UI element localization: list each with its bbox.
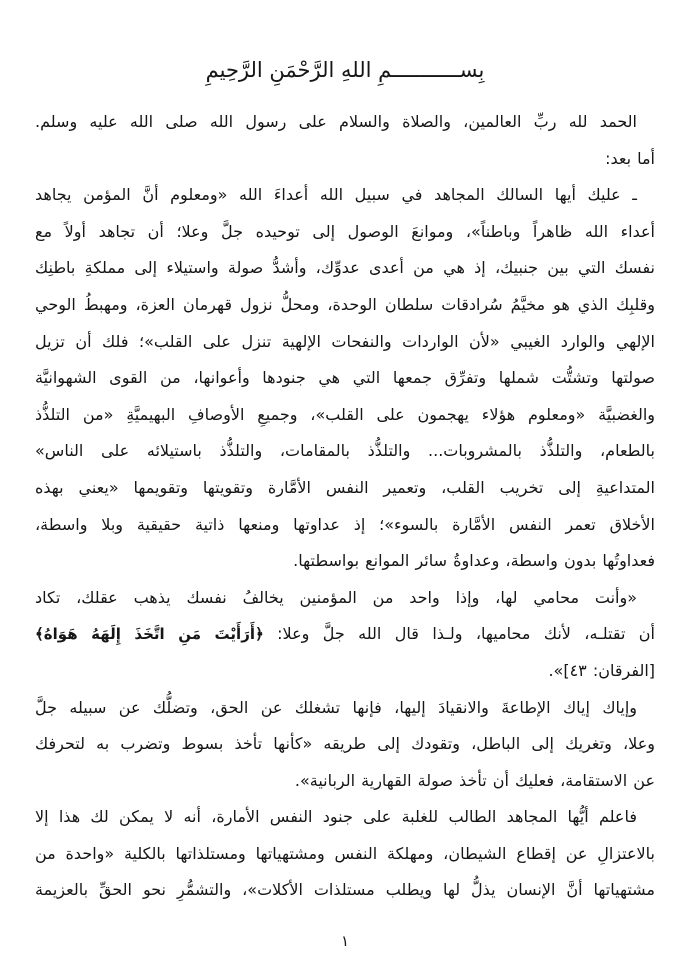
text-line: نفسك التي بين جنبيك، إذ هي من أعدى عدوِّك، وأشدُّ صولة واستيلاء إلى مملكةِ باطنِك — [35, 258, 655, 278]
page-number: ١ — [340, 932, 350, 950]
text-line: صولتها وتشتُّت شملها وتفرِّق جمعها التي هي جنودها وأعوانها، من القوى الشهوانيَّة — [35, 368, 655, 388]
text-line: أعداء الله ظاهراً وباطناً»، وموانعَ الوصول إلى توحيده جلَّ وعلا؛ أن تجاهد أولاً مع — [35, 221, 655, 241]
quran-verse: ﴿أَرَأَيْتَ مَنِ اتَّخَذَ إِلَهَهُ هَوَاهُ﴾ — [35, 625, 264, 644]
text-line: بالاعتزالِ عن إقطاع الشيطان، ومهلكة النفس ومشتهياتها ومستلذاتها بالكلية «واحدة من — [35, 843, 655, 863]
paragraph-faalam-ayyuha — [35, 799, 655, 909]
text-line: الإلهي والوارد الغيبي «لأن الواردات والنفحات الإلهية تنزل على القلب»؛ فلك أن تزيل — [35, 331, 655, 351]
text-segment: أن تقتلـه، لأنك محاميها، ولـذا قال الله جلَّ وعلا: — [263, 624, 655, 644]
paragraph-muhami-laha — [35, 580, 655, 690]
text-line: [الفرقان: ٤٣]». — [548, 660, 655, 680]
body-text — [35, 104, 655, 909]
text-line: بالطعام، والتلذُّذ بالمشروبات... والتلذُّذ بالمقامات، والتلذُّذ باستيلائه على الناس» — [35, 441, 655, 461]
text-line: مشتهياتها أنَّ الإنسان يذلُّ لها ويطلب مستلذات الأكلات»، والتشمُّرِ نحو الحقِّ بالعزيمة — [35, 880, 655, 900]
text-line: والغضبيَّة «ومعلوم هؤلاء يهجمون على القلب»، وجميعِ الأوصافِ البهيميَّةِ «من التلذُّذ — [35, 404, 655, 424]
text-line: أما بعد: — [605, 148, 655, 168]
paragraph-jihad-alnafs — [35, 177, 655, 580]
text-line — [35, 616, 655, 653]
text-line: وإياك إياك الإطاعةَ والانقيادَ إليها، فإنها تشغلك عن الحق، وتضلُّك عن سبيله جلَّ — [35, 697, 637, 717]
paragraph-iyyaka-altaa — [35, 690, 655, 800]
text-line: الحمد لله ربِّ العالمين، والصلاة والسلام على رسول الله صلى الله عليه وسلم. — [35, 112, 637, 131]
amma-baad — [35, 141, 655, 178]
opening-praise — [35, 104, 655, 141]
text-line: «وأنت محامي لها، وإذا واحد من المؤمنين يخالفُ نفسك يذهب عقلك، تكاد — [35, 587, 637, 607]
text-line: فعداوتُها بدون واسطة، وعداوةُ سائر الموانع بواسطتها. — [293, 551, 655, 571]
text-line: الأخلاق تعمر النفس الأمَّارة بالسوء»؛ إذ عداوتها ومنعها ذاتية حقيقية وبلا واسطة، — [35, 514, 655, 534]
basmala-calligraphy: بِســـــــــــمِ اللهِ الرَّحْمَنِ الرَّحِيمِ — [205, 58, 485, 82]
text-line: فاعلم أيُّها المجاهد الطالب للغلبة على جنود النفس الأمارة، أنه لا يمكن لك هذا إلا — [35, 807, 637, 827]
text-line: عن الاستقامة، فعليك أن تأخذ صولة القهارية الربانية». — [294, 770, 655, 790]
text-line: وعلا، وتغريك إلى الباطل، وتقودك إلى طريقه «كأنها تأخذ بسوط وتضرب به لتحرفك — [35, 734, 655, 754]
text-line: ـ عليك أيها السالك المجاهد في سبيل الله أعداءَ الله «ومعلوم أنَّ المؤمن يجاهد — [35, 185, 637, 205]
text-line: وقلبِك الذي هو مخيَّمُ سُرادقات سلطان الوحدة، ومحلُّ نزول قهرمان العزة، ومهبطُ الوحي — [35, 294, 655, 314]
text-line: المتداعيةِ إلى تخريب القلب، وتعمير النفس الأمَّارة وتقويتها وتقويمها «يعني بهذه — [35, 477, 655, 497]
